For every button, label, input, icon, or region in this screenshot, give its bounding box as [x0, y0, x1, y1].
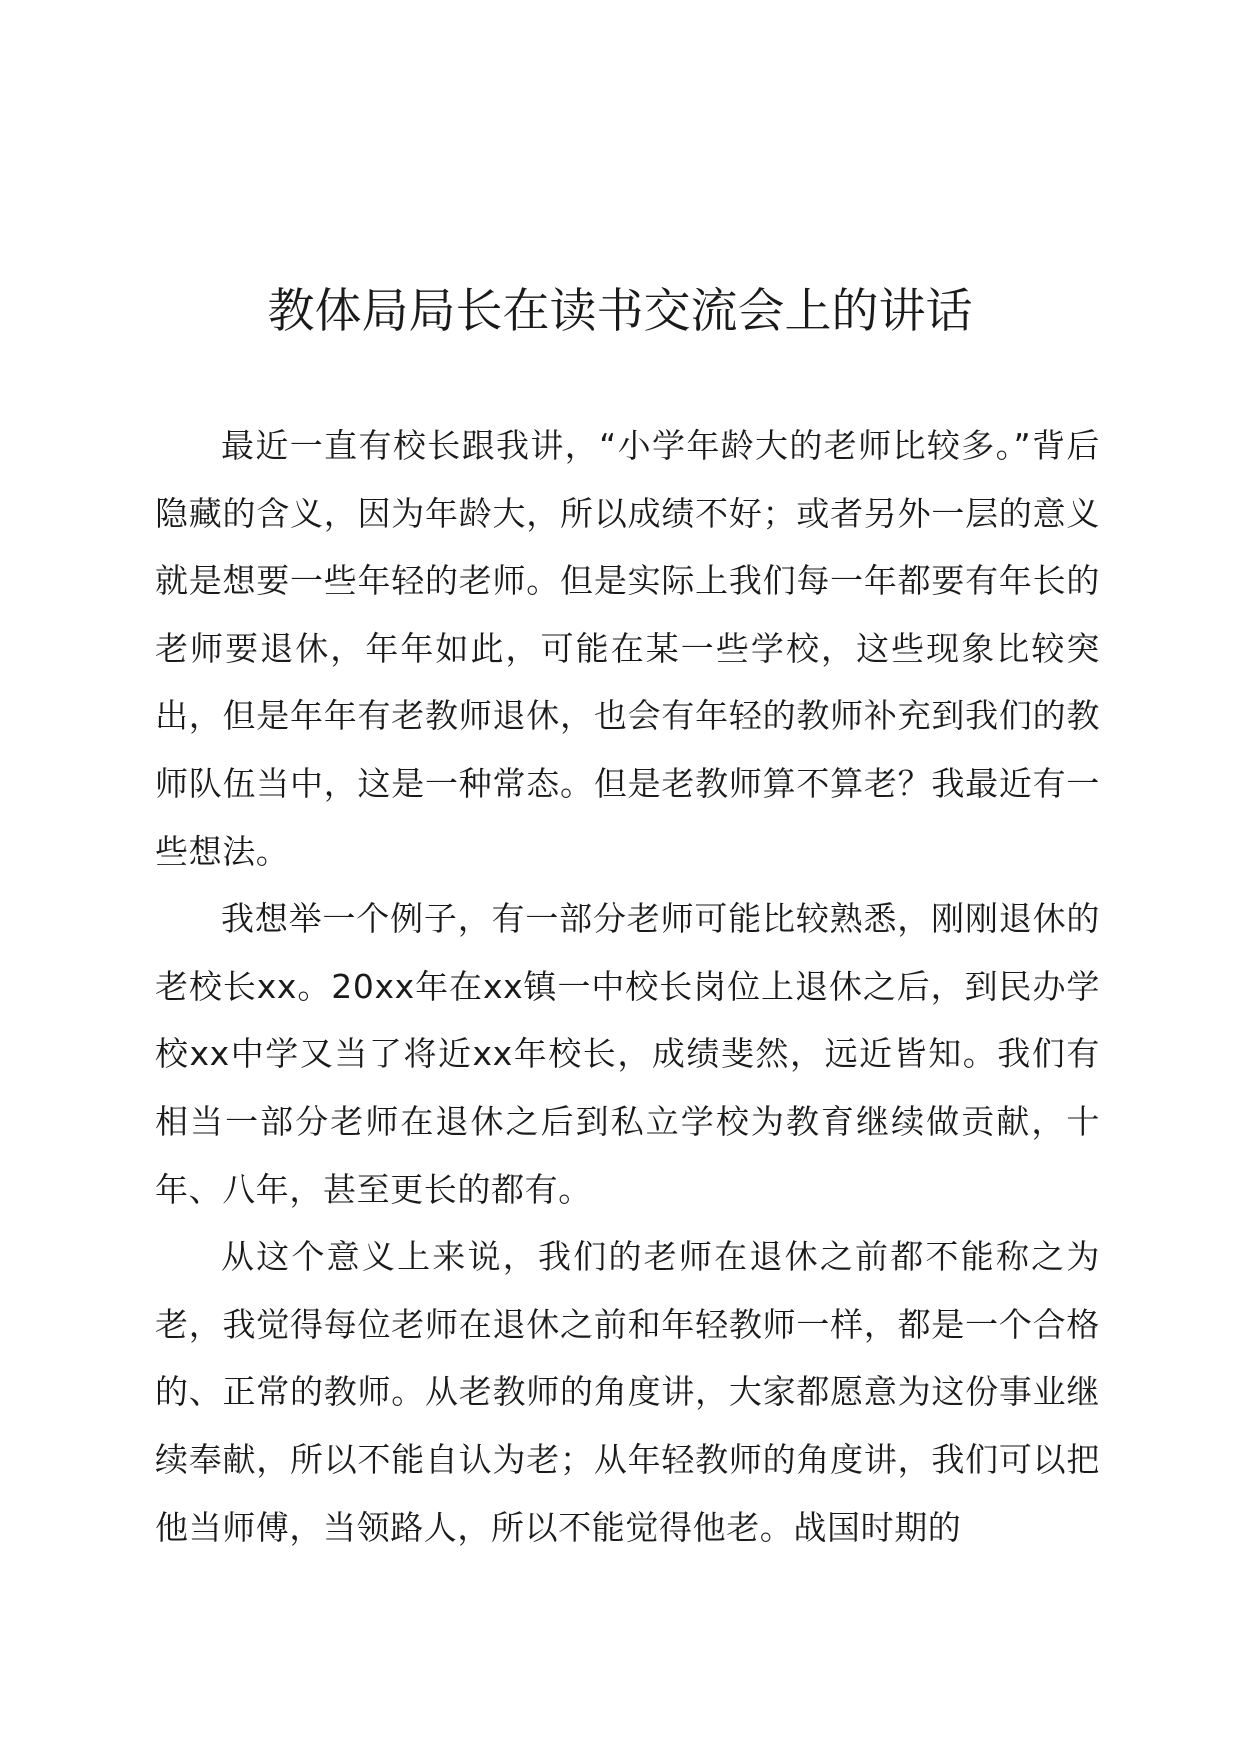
- paragraph-1: 最近一直有校长跟我讲，“小学年龄大的老师比较多。”背后隐藏的含义，因为年龄大，所以成绩不好；或者另外一层的意义就是想要一些年轻的老师。但是实际上我们每一年都要有年长的老师要退休，年年如此，可能在某一些学校，这些现象比较突出，但是年年有老教师退休，也会有年轻的教师补充到我们的教师队伍当中，这是一种常态。但是老教师算不算老？我最近有一些想法。: [155, 426, 1100, 871]
- document-body: [155, 412, 1100, 1561]
- paragraph-2: 我想举一个例子，有一部分老师可能比较熟悉，刚刚退休的老校长xx。20xx年在xx镇一中校长岗位上退休之后，到民办学校xx中学又当了将近xx年校长，成绩斐然，远近皆知。我们有相当一部分老师在退休之后到私立学校为教育继续做贡献，十年、八年，甚至更长的都有。: [155, 899, 1100, 1209]
- document-title: 教体局局长在读书交流会上的讲话: [267, 284, 973, 339]
- paragraph-3: 从这个意义上来说，我们的老师在退休之前都不能称之为老，我觉得每位老师在退休之前和年轻教师一样，都是一个合格的、正常的教师。从老教师的角度讲，大家都愿意为这份事业继续奉献，所以不能自认为老；从年轻教师的角度讲，我们可以把他当师傅，当领路人，所以不能觉得他老。战国时期的: [155, 1237, 1100, 1547]
